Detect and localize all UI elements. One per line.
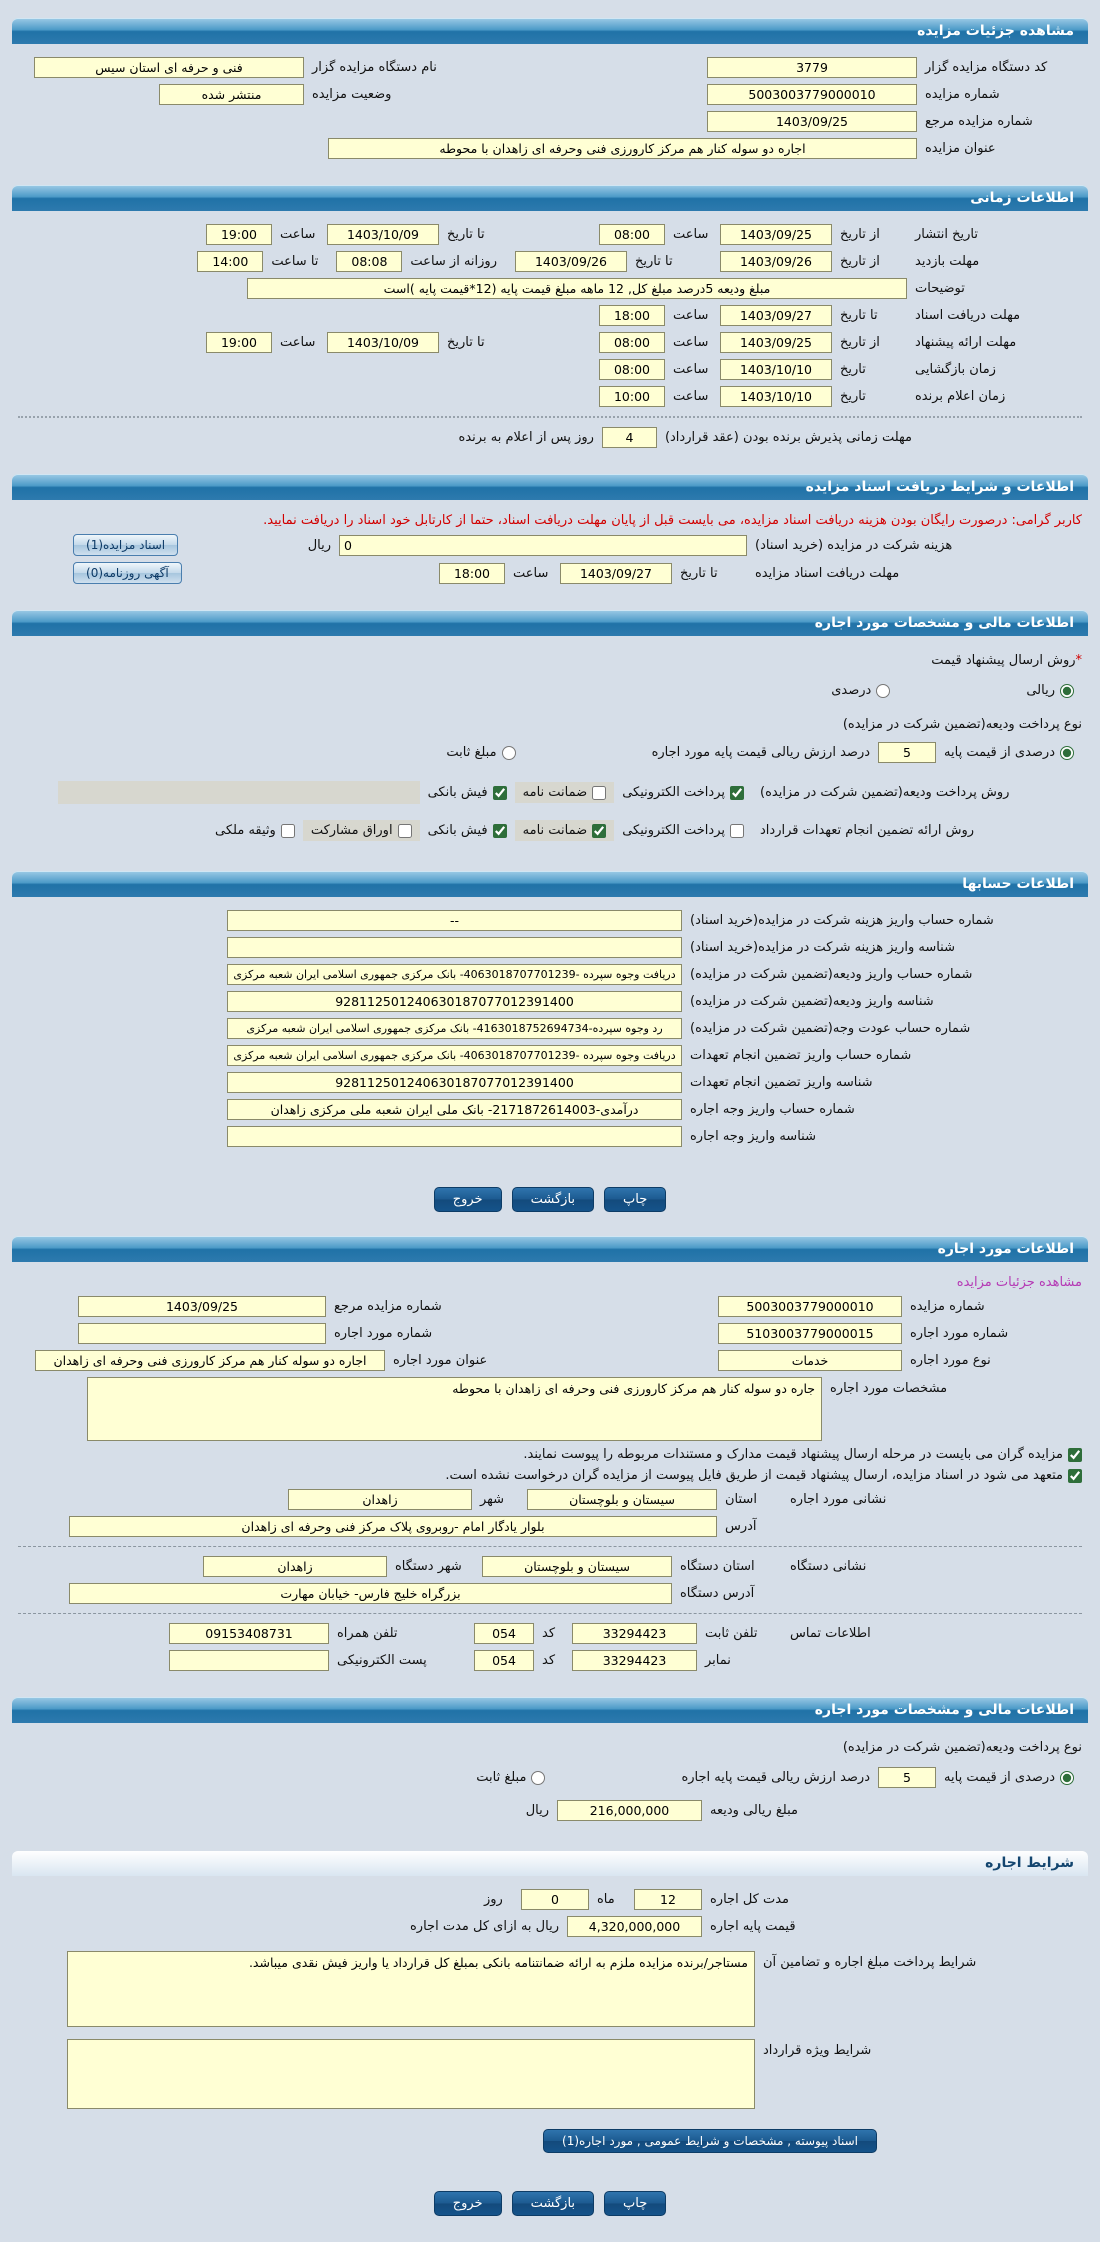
agency-address-label: آدرس دستگاه [680,1586,755,1601]
hour-label: ساعت [280,227,316,242]
perf-bank-receipt-option[interactable] [420,820,515,841]
row-item-type [18,1350,1082,1371]
hour-label: ساعت [673,308,709,323]
deposit-percent-input[interactable] [878,742,936,763]
row-no-file-note [18,1468,1082,1483]
section-title: مشاهده جزئیات مزایده [917,23,1074,39]
opening-label: زمان بازگشایی [915,362,996,377]
offer-label: مهلت ارائه پیشنهاد [915,335,1017,350]
auction-subject-label: عنوان مزایده [925,141,996,156]
auction-details-panel [12,44,1088,175]
perf-bonds-checkbox[interactable] [398,824,412,838]
deposit-percent-option[interactable] [936,742,1082,763]
row-accept-deadline [18,427,1082,448]
agency-address-section-label: نشانی دستگاه [790,1559,867,1574]
section-header-lease-terms [12,1851,1088,1876]
docs-warning [18,513,1082,528]
performance-method-label: روش ارائه تضمین انجام تعهدات قرارداد [760,823,975,838]
deposit-percent-label: درصدی از قیمت پایه [944,745,1055,760]
agency-province-input[interactable] [482,1556,672,1577]
lease-duration-label: مدت کل اجاره [710,1892,790,1907]
item-deposit-percent-suffix: درصد ارزش ریالی قیمت پایه اجاره [681,1770,871,1785]
row-docs-deadline [18,562,1082,584]
deposit-bank-receipt-option[interactable] [420,782,515,803]
account-value-input[interactable] [227,1072,682,1093]
row-item-deposit-type-label [18,1740,1082,1755]
opening-date-input[interactable] [720,359,832,380]
participation-fee-input[interactable] [339,535,747,556]
deposit-epay-label: پرداخت الکترونیکی [622,785,725,800]
from-date-label: از تاریخ [840,335,880,350]
account-row [18,964,1082,985]
accept-days-input[interactable] [602,427,657,448]
docs-deadline-time-input[interactable] [439,563,505,584]
special-terms-label: شرایط ویژه قرارداد [763,2043,872,2058]
publish-to-date-input[interactable] [327,224,439,245]
docs-warning-text: کاربر گرامی: درصورت رایگان بودن هزینه دریافت اسناد مزایده، می بایست قبل از پایان مهلت دریافت اسناد، حتما از کارتابل خود اسناد را دریافت نمایید. [263,513,1082,528]
account-row [18,1126,1082,1147]
financial-panel [12,636,1088,861]
row-deposit-method [18,781,1082,804]
agency-code-label: کد دستگاه مزایده گزار [925,60,1048,75]
row-opening [18,359,1082,380]
row-agency-address [18,1583,1082,1604]
account-value-input[interactable] [227,1099,682,1120]
section-title: شرایط اجاره [985,1855,1074,1871]
winner-date-input[interactable] [720,386,832,407]
row-agency [18,57,1082,78]
auction-number-input[interactable] [707,84,917,105]
dotted-separator [18,416,1082,418]
offer-from-time-input[interactable] [599,332,665,353]
auction-subject-input[interactable] [328,138,917,159]
row-item-address-region [18,1489,1082,1510]
row-performance-method [18,820,1082,841]
item-fixed-amount-label: مبلغ ثابت [476,1770,527,1785]
account-label: شماره حساب واریز تضمین انجام تعهدات [690,1048,912,1063]
item-fixed-amount-option[interactable] [468,1767,553,1788]
visit-from-date-input[interactable] [720,251,832,272]
item-number-label: شماره مورد اجاره [910,1326,1009,1341]
item-deposit-percent-label: درصدی از قیمت پایه [944,1770,1055,1785]
lease-days-input[interactable] [521,1889,589,1910]
row-attachments [18,2129,1082,2153]
account-row [18,910,1082,931]
agency-city-label: شهر دستگاه [395,1559,462,1574]
attach-note-text: مزایده گران می بایست در مرحله ارسال پیشنهاد قیمت مدارک و مستندات مربوطه را پیوست نمایند. [523,1447,1063,1462]
account-row [18,1072,1082,1093]
code-label: کد [542,1626,556,1641]
publish-to-time-input[interactable] [206,224,272,245]
item-number2-input[interactable] [78,1323,326,1344]
date-label: تاریخ [840,362,866,377]
agency-name-label: نام دستگاه مزایده گزار [312,60,437,75]
province-input[interactable] [527,1489,717,1510]
notes-label: توضیحات [915,281,965,296]
base-price-label: قیمت پایه اجاره [710,1919,796,1934]
attachments-button[interactable]: اسناد پیوسته , مشخصات و شرایط عمومی , مورد اجاره(1) [543,2129,877,2153]
date-label: تاریخ [840,389,866,404]
visit-label: مهلت بازدید [915,254,980,269]
item-auction-number-label: شماره مزایده [910,1299,985,1314]
row-winner-announce [18,386,1082,407]
section-header-financial [12,610,1088,636]
no-file-note-option[interactable] [445,1468,1082,1483]
accounts-panel [12,897,1088,1163]
dashed-separator [18,1546,1082,1547]
auction-status-input[interactable] [159,84,304,105]
account-row [18,1018,1082,1039]
to-date-label: تا تاریخ [447,227,485,242]
deposit-epay-option[interactable] [614,782,752,803]
account-label: شماره حساب واریز وجه اجاره [690,1102,855,1117]
hour-label: ساعت [673,362,709,377]
row-offer [18,332,1082,353]
day-label: روز [484,1892,503,1907]
account-value-input[interactable] [227,937,682,958]
province-label: استان [725,1492,757,1507]
required-asterisk: * [1075,653,1082,668]
contact-section-label: اطلاعات تماس [790,1626,871,1641]
item-subject-label: عنوان مورد اجاره [393,1353,488,1368]
item-panel [12,1262,1088,1687]
row-item-spec [18,1377,1082,1441]
to-hour-label: تا ساعت [271,254,319,269]
action-buttons [12,1187,1088,1212]
hour-label: ساعت [673,389,709,404]
send-method-label: روش ارسال پیشنهاد قیمت [931,653,1076,668]
perf-collateral-label: وثیقه ملکی [215,823,276,838]
account-row [18,991,1082,1012]
section-header-item-financial [12,1697,1088,1723]
row-base-price [18,1916,1082,1937]
auction-docs-button[interactable]: اسناد مزایده(1) [73,534,178,556]
item-auction-number-input[interactable] [718,1296,902,1317]
row-auction-number [18,84,1082,105]
item-number-input[interactable] [718,1323,902,1344]
perf-bonds-option[interactable] [303,820,420,841]
special-terms-textarea[interactable] [67,2039,755,2109]
row-deposit-type-label [18,717,1082,732]
hour-label: ساعت [673,227,709,242]
offer-to-date-input[interactable] [327,332,439,353]
perf-bonds-label: اوراق مشارکت [310,823,393,838]
row-publish [18,224,1082,245]
base-price-input[interactable] [567,1916,702,1937]
row-item-auction-number [18,1296,1082,1317]
deposit-percent-suffix: درصد ارزش ریالی قیمت پایه مورد اجاره [651,745,871,760]
row-details-link [18,1275,1082,1290]
account-label: شناسه واریز ودیعه(تضمین شرکت در مزایده) [690,994,934,1009]
city-label: شهر [480,1492,505,1507]
percent-radio[interactable] [876,684,890,698]
phone-label: تلفن ثابت [705,1626,758,1641]
address-label: آدرس [725,1519,757,1534]
back-button[interactable]: بازگشت [512,1187,594,1212]
view-auction-details-link[interactable]: مشاهده جزئیات مزایده [956,1275,1082,1290]
item-ref-number-label: شماره مزایده مرجع [334,1299,442,1314]
account-row [18,1045,1082,1066]
phone-input[interactable] [572,1623,697,1644]
attach-note-option[interactable] [523,1447,1082,1462]
receive-docs-time-input[interactable] [599,305,665,326]
mobile-label: تلفن همراه [337,1626,398,1641]
account-value-input[interactable] [227,1045,682,1066]
mobile-input[interactable] [169,1623,329,1644]
item-spec-label: مشخصات مورد اجاره [830,1381,948,1396]
to-date-label: تا تاریخ [840,308,878,323]
row-receive-docs [18,305,1082,326]
auction-status-label: وضعیت مزایده [312,87,392,102]
deposit-type-label: نوع پرداخت ودیعه(تضمین شرکت در مزایده) [842,717,1082,732]
publish-from-date-input[interactable] [720,224,832,245]
deposit-guarantee-option[interactable] [515,782,615,803]
account-row [18,1099,1082,1120]
newspaper-ad-button[interactable]: آگهی روزنامه(0) [73,562,182,584]
deposit-amount-label: مبلغ ریالی ودیعه [710,1803,798,1818]
lease-terms-panel [12,1876,1088,2169]
row-contact-phone [18,1623,1082,1644]
perf-guarantee-checkbox[interactable] [592,824,606,838]
row-participation-fee [18,534,1082,556]
offer-from-date-input[interactable] [720,332,832,353]
row-item-deposit-options [18,1767,1082,1788]
item-ref-number-input[interactable] [78,1296,326,1317]
notes-input[interactable] [247,278,907,299]
item-deposit-percent-radio[interactable] [1060,1771,1074,1785]
percent-radio-option[interactable] [823,680,898,701]
deposit-percent-radio[interactable] [1060,746,1074,760]
timing-panel [12,211,1088,464]
fax-input[interactable] [572,1650,697,1671]
gray-filler-strip [58,781,420,804]
perf-bank-receipt-checkbox[interactable] [493,824,507,838]
base-price-suffix: ریال به ازای کل مدت اجاره [410,1919,559,1934]
row-contact-fax [18,1650,1082,1671]
row-send-method-options [18,680,1082,701]
row-ref-number [18,111,1082,132]
rial-radio-label: ریالی [1026,683,1055,698]
from-date-label: از تاریخ [840,227,880,242]
account-row [18,937,1082,958]
footer-action-buttons [12,2191,1088,2216]
city-input[interactable] [288,1489,472,1510]
item-fixed-amount-radio[interactable] [531,1771,545,1785]
email-input[interactable] [169,1650,329,1671]
hour-label: ساعت [513,565,549,581]
auction-number-label: شماره مزایده [925,87,1000,102]
row-auction-subject [18,138,1082,159]
item-type-input[interactable] [718,1350,902,1371]
row-payment-terms [18,1951,1082,2027]
section-header-docs [12,474,1088,500]
item-deposit-percent-option[interactable] [936,1767,1082,1788]
month-label: ماه [597,1892,615,1907]
row-notes [18,278,1082,299]
phone-code-input[interactable] [474,1623,534,1644]
daily-from-hour-label: روزانه از ساعت [410,254,497,269]
row-deposit-amount [18,1800,1082,1821]
deposit-guarantee-checkbox[interactable] [592,786,606,800]
row-visit [18,251,1082,272]
account-value-input[interactable] [227,964,682,985]
perf-guarantee-option[interactable] [515,820,615,841]
lease-months-input[interactable] [634,1889,702,1910]
perf-epay-option[interactable] [614,820,752,841]
account-label: شماره حساب عودت وجه(تضمین شرکت در مزایده) [690,1021,971,1036]
perf-guarantee-label: ضمانت نامه [522,823,588,838]
to-date-label: تا تاریخ [680,565,718,581]
currency-label: ریال [307,537,331,553]
deposit-bank-receipt-checkbox[interactable] [493,786,507,800]
row-send-method-label [18,653,1082,668]
account-value-input[interactable] [227,910,682,931]
visit-to-date-input[interactable] [515,251,627,272]
section-title: اطلاعات مالی و مشخصات مورد اجاره [814,1702,1074,1718]
perf-collateral-checkbox[interactable] [281,824,295,838]
opening-time-input[interactable] [599,359,665,380]
payment-terms-textarea[interactable] [67,1951,755,2027]
item-type-label: نوع مورد اجاره [910,1353,991,1368]
deposit-amount-input[interactable] [557,1800,702,1821]
exit-button[interactable]: خروج [434,1187,502,1212]
agency-code-input[interactable] [707,57,917,78]
winner-time-input[interactable] [599,386,665,407]
row-item-address [18,1516,1082,1537]
visit-daily-to-time-input[interactable] [197,251,263,272]
publish-from-time-input[interactable] [599,224,665,245]
payment-terms-label: شرایط پرداخت مبلغ اجاره و تضامین آن [763,1955,977,1970]
fixed-amount-label: مبلغ ثابت [446,745,497,760]
no-attach-checkbox[interactable] [1068,1469,1082,1483]
section-title: اطلاعات زمانی [970,190,1074,206]
row-lease-duration [18,1889,1082,1910]
account-label: شماره حساب واریز هزینه شرکت در مزایده(خرید اسناد) [690,913,994,928]
footer-exit-button[interactable]: خروج [434,2191,502,2216]
account-value-input[interactable] [227,991,682,1012]
docs-deadline-date-input[interactable] [560,563,672,584]
row-agency-address-region [18,1556,1082,1577]
section-header-timing [12,185,1088,211]
docs-panel [12,500,1088,600]
agency-address-input[interactable] [69,1583,672,1604]
footer-print-button[interactable]: چاپ [604,2191,666,2216]
perf-epay-label: پرداخت الکترونیکی [622,823,725,838]
code-label: کد [542,1653,556,1668]
agency-province-label: استان دستگاه [680,1559,755,1574]
account-value-input[interactable] [227,1126,682,1147]
rial-radio[interactable] [1060,684,1074,698]
deposit-bank-receipt-label: فیش بانکی [427,785,488,800]
email-label: پست الکترونیکی [337,1653,427,1668]
fax-code-input[interactable] [474,1650,534,1671]
hour-label: ساعت [280,335,316,350]
account-label: شماره حساب واریز ودیعه(تضمین شرکت در مزایده) [690,967,973,982]
account-label: شناسه واریز هزینه شرکت در مزایده(خرید اسناد) [690,940,955,955]
accept-deadline-suffix: روز پس از اعلام به برنده [458,430,594,445]
perf-bank-receipt-label: فیش بانکی [427,823,488,838]
row-deposit-type-options [18,742,1082,763]
dashed-separator [18,1613,1082,1614]
item-deposit-type-label: نوع پرداخت ودیعه(تضمین شرکت در مزایده) [842,1740,1082,1755]
agency-name-input[interactable] [34,57,304,78]
hour-label: ساعت [673,335,709,350]
ref-number-label: شماره مزایده مرجع [925,114,1033,129]
item-number2-label: شماره مورد اجاره [334,1326,433,1341]
deposit-guarantee-label: ضمانت نامه [522,785,588,800]
account-label: شناسه واریز تضمین انجام تعهدات [690,1075,873,1090]
participation-fee-label: هزینه شرکت در مزایده (خرید اسناد) [755,537,953,553]
perf-collateral-option[interactable] [207,820,303,841]
fixed-amount-option[interactable] [438,742,523,763]
perf-epay-checkbox[interactable] [730,824,744,838]
item-financial-panel [12,1723,1088,1841]
section-title: اطلاعات و شرایط دریافت اسناد مزایده [805,479,1074,495]
publish-label: تاریخ انتشار [915,227,978,242]
visit-daily-from-time-input[interactable] [336,251,402,272]
row-special-terms [18,2039,1082,2109]
winner-announce-label: زمان اعلام برنده [915,389,1006,404]
deposit-epay-checkbox[interactable] [730,786,744,800]
section-header-accounts [12,871,1088,897]
agency-city-input[interactable] [203,1556,387,1577]
account-value-input[interactable] [227,1018,682,1039]
currency-label: ریال [525,1803,549,1818]
fixed-amount-radio[interactable] [502,746,516,760]
account-label: شناسه واریز وجه اجاره [690,1129,816,1144]
footer-back-button[interactable]: بازگشت [512,2191,594,2216]
section-title: اطلاعات مورد اجاره [937,1241,1074,1257]
docs-deadline-label: مهلت دریافت اسناد مزایده [755,565,900,581]
to-date-label: تا تاریخ [447,335,485,350]
section-header-view-details [12,18,1088,44]
item-address-section-label: نشانی مورد اجاره [790,1492,887,1507]
attach-docs-checkbox[interactable] [1068,1448,1082,1462]
percent-radio-label: درصدی [831,683,872,698]
deposit-method-label: روش پرداخت ودیعه(تضمین شرکت در مزایده) [760,785,1010,800]
offer-to-time-input[interactable] [206,332,272,353]
row-item-number [18,1323,1082,1344]
receive-docs-date-input[interactable] [720,305,832,326]
accept-deadline-label: مهلت زمانی پذیرش برنده بودن (عقد قرارداد) [664,430,912,445]
ref-number-input[interactable] [707,111,917,132]
from-date-label: از تاریخ [840,254,880,269]
rial-radio-option[interactable] [1018,680,1082,701]
print-button[interactable]: چاپ [604,1187,666,1212]
item-deposit-percent-input[interactable] [878,1767,936,1788]
section-title: اطلاعات حسابها [962,876,1074,892]
row-attach-note [18,1447,1082,1462]
no-file-note-text: متعهد می شود در اسناد مزایده، ارسال پیشنهاد قیمت از طریق فایل پیوست از مزایده گران درخواست نشده است. [445,1468,1063,1483]
receive-docs-label: مهلت دریافت اسناد [915,308,1021,323]
address-input[interactable] [69,1516,717,1537]
section-header-item [12,1236,1088,1262]
section-title: اطلاعات مالی و مشخصات مورد اجاره [814,615,1074,631]
to-date-label: تا تاریخ [635,254,673,269]
fax-label: نمابر [705,1653,731,1668]
item-subject-input[interactable] [35,1350,385,1371]
item-spec-textarea[interactable] [87,1377,822,1441]
